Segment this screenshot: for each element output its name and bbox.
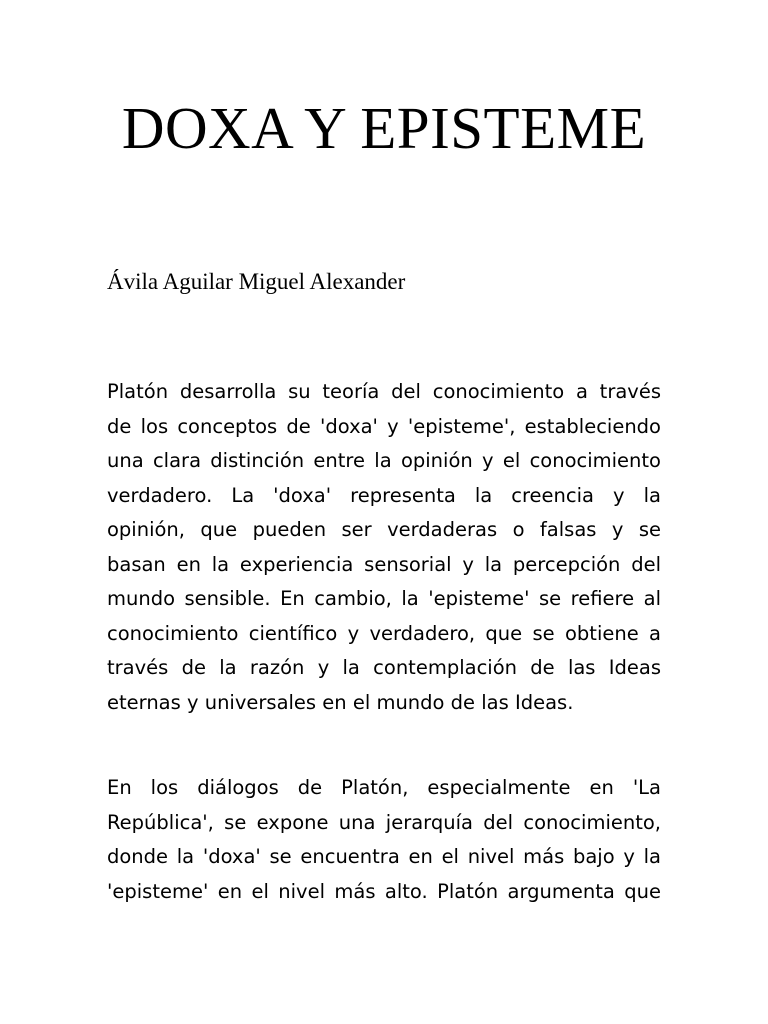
paragraph-line: través de la razón y la contemplación de las Ideas [107, 656, 661, 679]
paragraph-line: basan en la experiencia sensorial y la percepción del [107, 552, 661, 576]
paragraph-line: eternas y universales en el mundo de las Ideas. [107, 690, 574, 714]
paragraph-1 [107, 375, 661, 720]
paragraph-line: una clara distinción entre la opinión y el conocimiento [107, 449, 661, 472]
paragraph-line: verdadero. La 'doxa' representa la creencia y la [107, 483, 661, 507]
document-author: Ávila Aguilar Miguel Alexander [107, 269, 406, 294]
paragraph-line: En los diálogos de Platón, especialmente en 'La [107, 776, 661, 799]
paragraph-line: Platón desarrolla su teoría del conocimiento a través [107, 380, 661, 403]
paragraph-line: 'episteme' en el nivel más alto. Platón argumenta que [107, 879, 661, 903]
paragraph-line: República', se expone una jerarquía del conocimiento, [107, 810, 661, 834]
paragraph-line: de los conceptos de 'doxa' y 'episteme', estableciendo [107, 414, 661, 438]
paragraph-2 [107, 771, 661, 909]
paragraph-line: mundo sensible. En cambio, la 'episteme' se refiere al [107, 587, 661, 610]
paragraph-line: opinión, que pueden ser verdaderas o falsas y se [107, 518, 661, 541]
paragraph-line: donde la 'doxa' se encuentra en el nivel más bajo y la [107, 845, 661, 868]
document-title: DOXA Y EPISTEME [121, 95, 647, 161]
paragraph-line: conocimiento científico y verdadero, que se obtiene a [107, 621, 661, 645]
